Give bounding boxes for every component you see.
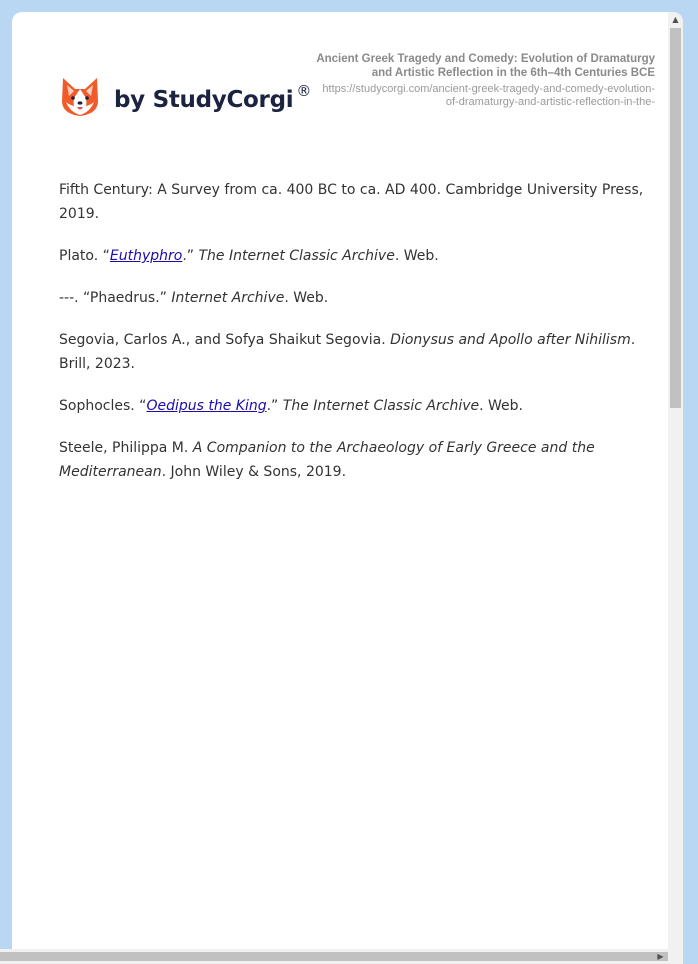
reference-text: . Brill, 2023. (59, 332, 636, 372)
reference-entry (59, 244, 644, 268)
reference-text: . Web. (479, 398, 523, 414)
reference-text: Segovia, Carlos A., and Sofya Shaikut Segovia. (59, 332, 391, 348)
reference-text: .” (182, 248, 199, 264)
reference-entry (59, 436, 644, 484)
reference-source-title: Internet Archive (171, 290, 285, 306)
document-info (315, 52, 655, 109)
reference-text: . John Wiley & Sons, 2019. (161, 464, 347, 480)
brand-name: by StudyCorgi ® (114, 82, 312, 113)
reference-entry (59, 328, 644, 376)
reference-text: Sophocles. “ (59, 398, 147, 414)
reference-text: Plato. “ (59, 248, 110, 264)
scroll-up-arrow[interactable]: ▲ (672, 15, 679, 24)
reference-source-title: A Companion to the Archaeology of Early Greece and the Mediterranean (59, 440, 595, 480)
studycorgi-logo[interactable] (60, 76, 311, 118)
document-url[interactable]: https://studycorgi.com/ancient-greek-tragedy-and-comedy-evolution-of-dramaturgy-and-artistic-reflection-in-the- (322, 83, 655, 108)
reference-entry (59, 178, 644, 226)
registered-mark: ® (296, 82, 312, 100)
reference-entry (59, 286, 644, 310)
reference-text: . Web. (284, 290, 329, 306)
horizontal-scrollbar[interactable] (0, 949, 683, 964)
reference-source-title: Dionysus and Apollo after Nihilism (390, 332, 631, 348)
vertical-scroll-thumb[interactable] (670, 28, 681, 408)
reference-text: Fifth Century: A Survey from ca. 400 BC to ca. AD 400. Cambridge University Press, 2019. (59, 182, 644, 222)
scroll-right-arrow[interactable]: ▶ (657, 952, 664, 961)
vertical-scrollbar[interactable] (668, 12, 683, 961)
horizontal-scroll-thumb[interactable] (0, 952, 668, 961)
reference-source-title: The Internet Classic Archive (282, 398, 480, 414)
reference-text: Steele, Philippa M. (59, 440, 193, 456)
reference-text: .” (266, 398, 283, 414)
reference-text: . Web. (394, 248, 439, 264)
reference-list (59, 178, 644, 502)
reference-entry (59, 394, 644, 418)
document-title: Ancient Greek Tragedy and Comedy: Evolution of Dramaturgy and Artistic Reflection in the 6th–4th Centuries BCE (316, 53, 655, 79)
reference-link[interactable]: Oedipus the King (146, 398, 267, 414)
reference-link[interactable]: Euthyphro (109, 248, 183, 264)
corgi-icon (60, 76, 100, 118)
document-page (12, 12, 683, 964)
reference-text: ---. “Phaedrus.” (59, 290, 172, 306)
reference-source-title: The Internet Classic Archive (198, 248, 395, 264)
